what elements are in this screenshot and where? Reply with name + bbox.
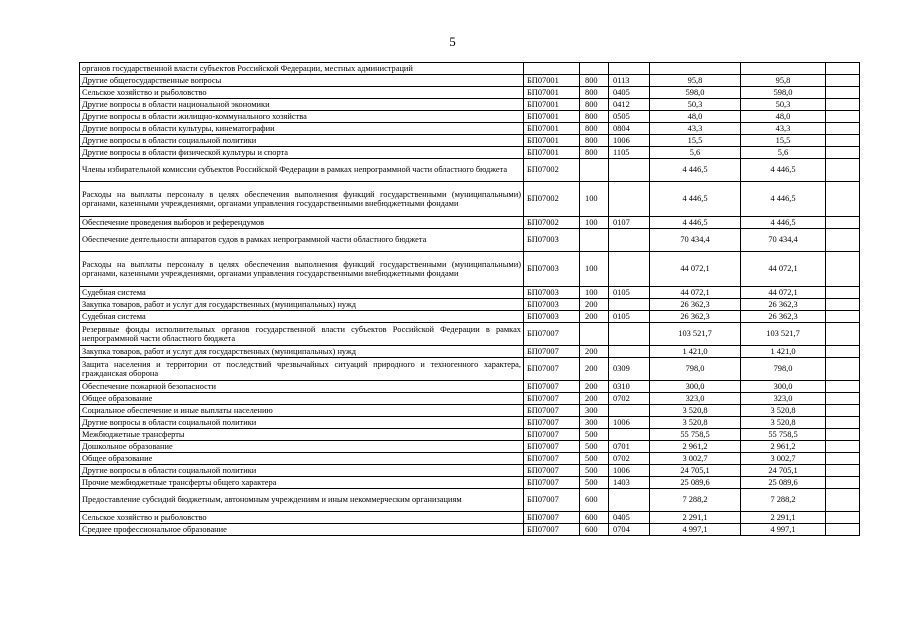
row-section-cell: 0702 <box>609 393 650 405</box>
row-name-cell: Члены избирательной комиссии субъектов Российской Федерации в рамках непрограммной части областного бюджета <box>80 159 524 182</box>
row-empty-cell <box>826 323 860 346</box>
row-empty-cell <box>826 87 860 99</box>
row-section-cell <box>609 182 650 217</box>
row-section-cell: 1006 <box>609 417 650 429</box>
row-empty-cell <box>826 287 860 299</box>
row-amount-cell: 4 997,1 <box>650 524 741 536</box>
row-code-cell: БП07001 <box>524 147 580 159</box>
row-amount-cell: 24 705,1 <box>650 465 741 477</box>
row-expense-type-cell: 200 <box>580 358 609 381</box>
row-section-cell: 0412 <box>609 99 650 111</box>
row-expense-type-cell: 800 <box>580 87 609 99</box>
row-amount-cell: 43,3 <box>650 123 741 135</box>
row-name-cell: Прочие межбюджетные трансферты общего характера <box>80 477 524 489</box>
row-code-cell <box>524 63 580 75</box>
row-empty-cell <box>826 147 860 159</box>
row-amount-cell: 3 002,7 <box>650 453 741 465</box>
row-code-cell: БП07003 <box>524 229 580 252</box>
row-name-cell: Обеспечение деятельности аппаратов судов в рамках непрограммной части областного бюджета <box>80 229 524 252</box>
row-code-cell: БП07007 <box>524 524 580 536</box>
row-code-cell: БП07007 <box>524 358 580 381</box>
row-empty-cell <box>826 217 860 229</box>
row-expense-type-cell: 500 <box>580 465 609 477</box>
row-code-cell: БП07007 <box>524 441 580 453</box>
row-section-cell: 1006 <box>609 135 650 147</box>
row-empty-cell <box>826 429 860 441</box>
row-empty-cell <box>826 135 860 147</box>
row-name-cell: Дошкольное образование <box>80 441 524 453</box>
row-section-cell <box>609 429 650 441</box>
table-row <box>80 477 860 489</box>
row-expense-type-cell: 600 <box>580 489 609 512</box>
row-name-cell: Общее образование <box>80 453 524 465</box>
row-expense-type-cell: 200 <box>580 381 609 393</box>
row-empty-cell <box>826 417 860 429</box>
row-name-cell: Сельское хозяйство и рыболовство <box>80 512 524 524</box>
row-empty-cell <box>826 229 860 252</box>
table-row <box>80 453 860 465</box>
row-empty-cell <box>826 453 860 465</box>
table-row <box>80 465 860 477</box>
row-expense-type-cell: 800 <box>580 99 609 111</box>
row-section-cell: 0405 <box>609 512 650 524</box>
row-amount-approved-cell: 2 961,2 <box>741 441 826 453</box>
row-amount-cell <box>650 63 741 75</box>
row-expense-type-cell <box>580 159 609 182</box>
row-name-cell: Социальное обеспечение и иные выплаты населению <box>80 405 524 417</box>
row-name-cell: Другие вопросы в области национальной экономики <box>80 99 524 111</box>
row-amount-cell: 44 072,1 <box>650 252 741 287</box>
row-amount-approved-cell: 598,0 <box>741 87 826 99</box>
table-row <box>80 159 860 182</box>
table-row <box>80 358 860 381</box>
row-amount-cell: 55 758,5 <box>650 429 741 441</box>
row-amount-approved-cell: 44 072,1 <box>741 287 826 299</box>
row-code-cell: БП07007 <box>524 465 580 477</box>
row-name-cell: Резервные фонды исполнительных органов государственной власти субъектов Российской Федерации в рамках непрограммной части областного бюджета <box>80 323 524 346</box>
row-code-cell: БП07003 <box>524 287 580 299</box>
table-row <box>80 111 860 123</box>
row-empty-cell <box>826 99 860 111</box>
row-section-cell: 0105 <box>609 287 650 299</box>
row-name-cell: Расходы на выплаты персоналу в целях обеспечения выполнения функций государственными (муниципальными) органами, казенными учреждениями, органами управления государственными внебюджетными фондами <box>80 252 524 287</box>
row-empty-cell <box>826 489 860 512</box>
row-amount-cell: 300,0 <box>650 381 741 393</box>
table-row <box>80 135 860 147</box>
row-code-cell: БП07007 <box>524 323 580 346</box>
row-section-cell: 0309 <box>609 358 650 381</box>
row-section-cell: 1403 <box>609 477 650 489</box>
row-expense-type-cell: 100 <box>580 182 609 217</box>
row-amount-approved-cell: 24 705,1 <box>741 465 826 477</box>
row-amount-cell: 50,3 <box>650 99 741 111</box>
row-code-cell: БП07007 <box>524 405 580 417</box>
row-amount-approved-cell: 15,5 <box>741 135 826 147</box>
table-row <box>80 229 860 252</box>
row-expense-type-cell: 600 <box>580 524 609 536</box>
row-name-cell: Общее образование <box>80 393 524 405</box>
table-row <box>80 429 860 441</box>
row-amount-cell: 2 961,2 <box>650 441 741 453</box>
table-row <box>80 405 860 417</box>
row-code-cell: БП07007 <box>524 429 580 441</box>
row-empty-cell <box>826 405 860 417</box>
table-row <box>80 323 860 346</box>
row-name-cell: Другие вопросы в области социальной политики <box>80 417 524 429</box>
table-row <box>80 512 860 524</box>
row-section-cell: 0113 <box>609 75 650 87</box>
row-name-cell: Другие вопросы в области социальной политики <box>80 465 524 477</box>
row-section-cell: 1105 <box>609 147 650 159</box>
row-code-cell: БП07007 <box>524 512 580 524</box>
row-amount-approved-cell: 798,0 <box>741 358 826 381</box>
table-row <box>80 99 860 111</box>
row-name-cell: Обеспечение пожарной безопасности <box>80 381 524 393</box>
table-row <box>80 252 860 287</box>
row-section-cell: 0107 <box>609 217 650 229</box>
table-row <box>80 417 860 429</box>
row-code-cell: БП07001 <box>524 135 580 147</box>
row-expense-type-cell: 100 <box>580 217 609 229</box>
row-section-cell: 0702 <box>609 453 650 465</box>
row-section-cell: 0105 <box>609 311 650 323</box>
row-amount-approved-cell: 55 758,5 <box>741 429 826 441</box>
table-row <box>80 182 860 217</box>
row-amount-approved-cell: 7 288,2 <box>741 489 826 512</box>
table-row <box>80 299 860 311</box>
row-amount-approved-cell: 50,3 <box>741 99 826 111</box>
budget-table <box>79 62 860 536</box>
row-empty-cell <box>826 63 860 75</box>
row-amount-cell: 7 288,2 <box>650 489 741 512</box>
row-amount-approved-cell: 3 520,8 <box>741 405 826 417</box>
row-section-cell: 0405 <box>609 87 650 99</box>
row-name-cell: Среднее профессиональное образование <box>80 524 524 536</box>
row-amount-cell: 48,0 <box>650 111 741 123</box>
row-amount-cell: 1 421,0 <box>650 346 741 358</box>
row-amount-cell: 5,6 <box>650 147 741 159</box>
row-amount-approved-cell: 4 997,1 <box>741 524 826 536</box>
row-expense-type-cell: 600 <box>580 512 609 524</box>
row-code-cell: БП07002 <box>524 217 580 229</box>
row-empty-cell <box>826 159 860 182</box>
row-code-cell: БП07001 <box>524 111 580 123</box>
table-row <box>80 346 860 358</box>
row-amount-approved-cell: 25 089,6 <box>741 477 826 489</box>
row-expense-type-cell: 200 <box>580 299 609 311</box>
row-amount-cell: 3 520,8 <box>650 405 741 417</box>
row-code-cell: БП07007 <box>524 393 580 405</box>
row-name-cell: Другие вопросы в области физической культуры и спорта <box>80 147 524 159</box>
row-section-cell: 0505 <box>609 111 650 123</box>
row-code-cell: БП07001 <box>524 87 580 99</box>
row-expense-type-cell: 100 <box>580 287 609 299</box>
table-row <box>80 311 860 323</box>
row-amount-cell: 44 072,1 <box>650 287 741 299</box>
row-empty-cell <box>826 299 860 311</box>
row-empty-cell <box>826 311 860 323</box>
row-expense-type-cell: 500 <box>580 441 609 453</box>
row-amount-approved-cell: 4 446,5 <box>741 182 826 217</box>
table-row <box>80 489 860 512</box>
row-amount-cell: 598,0 <box>650 87 741 99</box>
row-section-cell: 0804 <box>609 123 650 135</box>
row-amount-approved-cell: 4 446,5 <box>741 217 826 229</box>
row-expense-type-cell: 500 <box>580 453 609 465</box>
row-amount-approved-cell: 95,8 <box>741 75 826 87</box>
row-amount-cell: 70 434,4 <box>650 229 741 252</box>
row-name-cell: Другие вопросы в области социальной политики <box>80 135 524 147</box>
row-section-cell: 0701 <box>609 441 650 453</box>
row-amount-cell: 4 446,5 <box>650 217 741 229</box>
row-name-cell: Судебная система <box>80 311 524 323</box>
row-code-cell: БП07001 <box>524 99 580 111</box>
row-amount-cell: 15,5 <box>650 135 741 147</box>
row-amount-approved-cell: 300,0 <box>741 381 826 393</box>
row-name-cell: Расходы на выплаты персоналу в целях обеспечения выполнения функций государственными (муниципальными) органами, казенными учреждениями, органами управления государственными внебюджетными фондами <box>80 182 524 217</box>
row-expense-type-cell: 800 <box>580 123 609 135</box>
table-row <box>80 147 860 159</box>
row-amount-cell: 26 362,3 <box>650 311 741 323</box>
row-section-cell: 0704 <box>609 524 650 536</box>
table-body <box>80 63 860 536</box>
row-amount-cell: 4 446,5 <box>650 182 741 217</box>
row-code-cell: БП07007 <box>524 489 580 512</box>
row-name-cell: Закупка товаров, работ и услуг для государственных (муниципальных) нужд <box>80 299 524 311</box>
row-section-cell: 1006 <box>609 465 650 477</box>
table-row <box>80 524 860 536</box>
row-amount-cell: 103 521,7 <box>650 323 741 346</box>
table-row <box>80 441 860 453</box>
row-empty-cell <box>826 524 860 536</box>
row-empty-cell <box>826 252 860 287</box>
page-number: 5 <box>449 34 456 49</box>
row-amount-approved-cell: 3 520,8 <box>741 417 826 429</box>
row-expense-type-cell: 300 <box>580 405 609 417</box>
row-amount-cell: 95,8 <box>650 75 741 87</box>
row-section-cell <box>609 63 650 75</box>
table-row <box>80 393 860 405</box>
row-expense-type-cell: 200 <box>580 346 609 358</box>
table-row <box>80 381 860 393</box>
row-amount-approved-cell: 5,6 <box>741 147 826 159</box>
row-expense-type-cell: 800 <box>580 147 609 159</box>
row-code-cell: БП07002 <box>524 182 580 217</box>
table-row <box>80 287 860 299</box>
row-section-cell <box>609 346 650 358</box>
row-name-cell: Предоставление субсидий бюджетным, автономным учреждениям и иным некоммерческим организациям <box>80 489 524 512</box>
row-section-cell <box>609 252 650 287</box>
row-amount-cell: 2 291,1 <box>650 512 741 524</box>
row-code-cell: БП07007 <box>524 381 580 393</box>
row-code-cell: БП07002 <box>524 159 580 182</box>
row-empty-cell <box>826 346 860 358</box>
table-row <box>80 123 860 135</box>
row-amount-approved-cell: 43,3 <box>741 123 826 135</box>
row-expense-type-cell: 800 <box>580 75 609 87</box>
row-amount-approved-cell: 1 421,0 <box>741 346 826 358</box>
row-section-cell <box>609 489 650 512</box>
row-expense-type-cell: 100 <box>580 252 609 287</box>
row-code-cell: БП07007 <box>524 417 580 429</box>
row-name-cell: Судебная система <box>80 287 524 299</box>
row-expense-type-cell <box>580 63 609 75</box>
row-expense-type-cell: 800 <box>580 135 609 147</box>
row-name-cell: Закупка товаров, работ и услуг для государственных (муниципальных) нужд <box>80 346 524 358</box>
row-amount-cell: 26 362,3 <box>650 299 741 311</box>
row-code-cell: БП07003 <box>524 299 580 311</box>
table-row <box>80 87 860 99</box>
row-expense-type-cell: 500 <box>580 477 609 489</box>
row-amount-approved-cell: 3 002,7 <box>741 453 826 465</box>
row-code-cell: БП07003 <box>524 311 580 323</box>
row-empty-cell <box>826 75 860 87</box>
row-amount-approved-cell: 323,0 <box>741 393 826 405</box>
row-code-cell: БП07001 <box>524 123 580 135</box>
row-empty-cell <box>826 393 860 405</box>
row-expense-type-cell <box>580 323 609 346</box>
row-name-cell: Сельское хозяйство и рыболовство <box>80 87 524 99</box>
row-name-cell: Защита населения и территории от последствий чрезвычайных ситуаций природного и техногенного характера, гражданская оборона <box>80 358 524 381</box>
row-amount-approved-cell <box>741 63 826 75</box>
row-section-cell <box>609 405 650 417</box>
row-expense-type-cell: 500 <box>580 429 609 441</box>
row-name-cell: Другие вопросы в области жилищно-коммунального хозяйства <box>80 111 524 123</box>
row-expense-type-cell: 800 <box>580 111 609 123</box>
row-empty-cell <box>826 512 860 524</box>
row-amount-approved-cell: 26 362,3 <box>741 311 826 323</box>
row-amount-approved-cell: 26 362,3 <box>741 299 826 311</box>
row-amount-cell: 25 089,6 <box>650 477 741 489</box>
row-code-cell: БП07007 <box>524 346 580 358</box>
row-expense-type-cell: 300 <box>580 417 609 429</box>
row-name-cell: Другие вопросы в области культуры, кинематографии <box>80 123 524 135</box>
row-code-cell: БП07007 <box>524 477 580 489</box>
row-empty-cell <box>826 465 860 477</box>
row-name-cell: Межбюджетные трансферты <box>80 429 524 441</box>
row-amount-cell: 3 520,8 <box>650 417 741 429</box>
row-amount-approved-cell: 44 072,1 <box>741 252 826 287</box>
row-empty-cell <box>826 358 860 381</box>
row-empty-cell <box>826 477 860 489</box>
row-empty-cell <box>826 111 860 123</box>
row-empty-cell <box>826 441 860 453</box>
row-expense-type-cell <box>580 229 609 252</box>
row-empty-cell <box>826 123 860 135</box>
table-row <box>80 217 860 229</box>
row-amount-approved-cell: 4 446,5 <box>741 159 826 182</box>
row-section-cell <box>609 323 650 346</box>
row-section-cell: 0310 <box>609 381 650 393</box>
row-name-cell: органов государственной власти субъектов Российской Федерации, местных администраций <box>80 63 524 75</box>
row-amount-cell: 798,0 <box>650 358 741 381</box>
row-amount-approved-cell: 48,0 <box>741 111 826 123</box>
row-expense-type-cell: 200 <box>580 393 609 405</box>
table-row <box>80 63 860 75</box>
row-amount-approved-cell: 103 521,7 <box>741 323 826 346</box>
row-expense-type-cell: 200 <box>580 311 609 323</box>
row-name-cell: Обеспечение проведения выборов и референдумов <box>80 217 524 229</box>
row-section-cell <box>609 159 650 182</box>
row-amount-approved-cell: 2 291,1 <box>741 512 826 524</box>
row-amount-cell: 4 446,5 <box>650 159 741 182</box>
row-code-cell: БП07003 <box>524 252 580 287</box>
row-code-cell: БП07007 <box>524 453 580 465</box>
row-section-cell <box>609 299 650 311</box>
row-amount-approved-cell: 70 434,4 <box>741 229 826 252</box>
row-empty-cell <box>826 182 860 217</box>
row-amount-cell: 323,0 <box>650 393 741 405</box>
row-empty-cell <box>826 381 860 393</box>
row-code-cell: БП07001 <box>524 75 580 87</box>
row-section-cell <box>609 229 650 252</box>
row-name-cell: Другие общегосударственные вопросы <box>80 75 524 87</box>
table-row <box>80 75 860 87</box>
